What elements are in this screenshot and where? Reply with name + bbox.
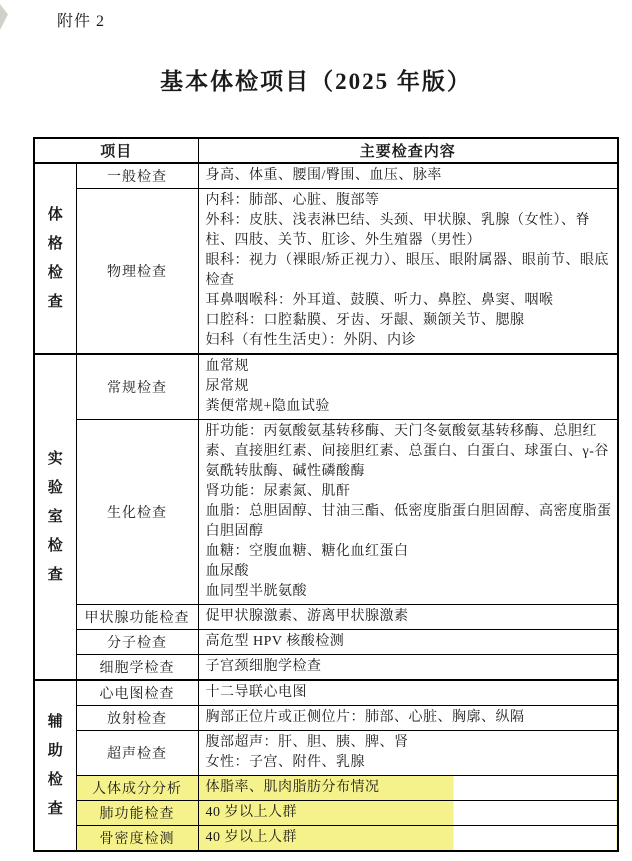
document-title: 基本体检项目（2025 年版） [160,69,472,94]
content-line: 胸部正位片或正侧位片：肺部、心脏、胸廓、纵隔 [205,710,525,725]
item-cell: 超声检查 [76,731,198,776]
content-cell [198,801,618,826]
scan-artifact [0,4,8,30]
table-header-row [34,138,618,163]
category-label: 辅助检查 [47,713,63,817]
content-line: 血同型半胱氨酸 [205,584,308,599]
attachment-label: 附件 2 [57,13,106,30]
category-cell-physical [34,163,76,354]
content-line: 内科：肺部、心脏、腹部等 [205,193,380,208]
item-cell: 常规检查 [76,354,198,420]
content-line: 腹部超声：肝、胆、胰、脾、肾 [205,735,409,750]
content-line: 血糖：空腹血糖、糖化血红蛋白 [205,544,409,559]
table-row-highlighted [34,826,618,852]
item-cell: 心电图检查 [76,680,198,706]
table-row [34,420,618,605]
content-cell [198,420,618,605]
content-line: 血脂：总胆固醇、甘油三酯、低密度脂蛋白胆固醇、高密度脂蛋白胆固醇 [205,504,612,539]
category-label: 实验室检查 [47,450,63,583]
content-line: 妇科（有性生活史）：外阴、内诊 [205,333,417,348]
table-row [34,680,618,706]
content-line: 女性：子宫、附件、乳腺 [205,755,366,770]
item-cell: 物理检查 [76,189,198,355]
content-cell [198,731,618,776]
content-line: 肝功能：丙氨酸氨基转移酶、天门冬氨酸氨基转移酶、总胆红素、直接胆红素、间接胆红素、总蛋白、白蛋白、球蛋白、γ-谷氨酰转肽酶、碱性磷酸酶 [205,424,609,479]
content-cell [198,680,618,706]
table-row [34,655,618,681]
content-line: 身高、体重、腰围/臀围、血压、脉率 [205,168,442,183]
item-cell: 生化检查 [76,420,198,605]
table-row [34,731,618,776]
content-cell [198,163,618,189]
table-row [34,706,618,731]
item-cell: 细胞学检查 [76,655,198,681]
table-row [34,605,618,630]
content-cell [198,655,618,681]
content-line: 肾功能：尿素氮、肌酐 [205,484,351,499]
table-row [34,630,618,655]
table-row-highlighted [34,776,618,801]
category-label: 体格检查 [47,206,63,310]
content-line: 十二导联心电图 [205,685,308,700]
content-line: 眼科：视力（裸眼/矫正视力）、眼压、眼附属器、眼前节、眼底检查 [205,253,609,288]
content-line: 耳鼻咽喉科：外耳道、鼓膜、听力、鼻腔、鼻窦、咽喉 [205,293,554,308]
content-line: 血常规 [205,359,250,374]
content-line: 子宫颈细胞学检查 [205,659,322,674]
item-cell: 骨密度检测 [76,826,198,852]
table-row [34,163,618,189]
content-cell [198,826,618,852]
content-cell [198,630,618,655]
content-cell [198,354,618,420]
content-line: 40 岁以上人群 [205,805,298,820]
table-row [34,189,618,355]
content-line: 促甲状腺激素、游离甲状腺激素 [205,609,409,624]
content-cell [198,189,618,355]
category-cell-auxiliary [34,680,76,851]
item-cell: 分子检查 [76,630,198,655]
item-cell: 放射检查 [76,706,198,731]
exam-items-table [33,137,619,852]
content-line: 口腔科：口腔黏膜、牙齿、牙龈、颞颌关节、腮腺 [205,313,525,328]
content-cell [198,706,618,731]
table-row-highlighted [34,801,618,826]
item-cell: 肺功能检查 [76,801,198,826]
content-line: 外科：皮肤、浅表淋巴结、头颈、甲状腺、乳腺（女性）、脊柱、四肢、关节、肛诊、外生殖器（男性） [205,213,591,248]
item-cell: 甲状腺功能检查 [76,605,198,630]
category-cell-laboratory [34,354,76,680]
content-line: 粪便常规+隐血试验 [205,399,330,414]
content-line: 高危型 HPV 核酸检测 [205,634,345,649]
content-line: 尿常规 [205,379,250,394]
header-item: 项目 [34,138,198,163]
content-line: 体脂率、肌肉脂肪分布情况 [205,780,380,795]
table-row [34,354,618,420]
content-cell [198,605,618,630]
content-line: 血尿酸 [205,564,250,579]
item-cell: 一般检查 [76,163,198,189]
header-content: 主要检查内容 [198,138,618,163]
content-line: 40 岁以上人群 [205,830,298,845]
content-cell [198,776,618,801]
item-cell: 人体成分分析 [76,776,198,801]
